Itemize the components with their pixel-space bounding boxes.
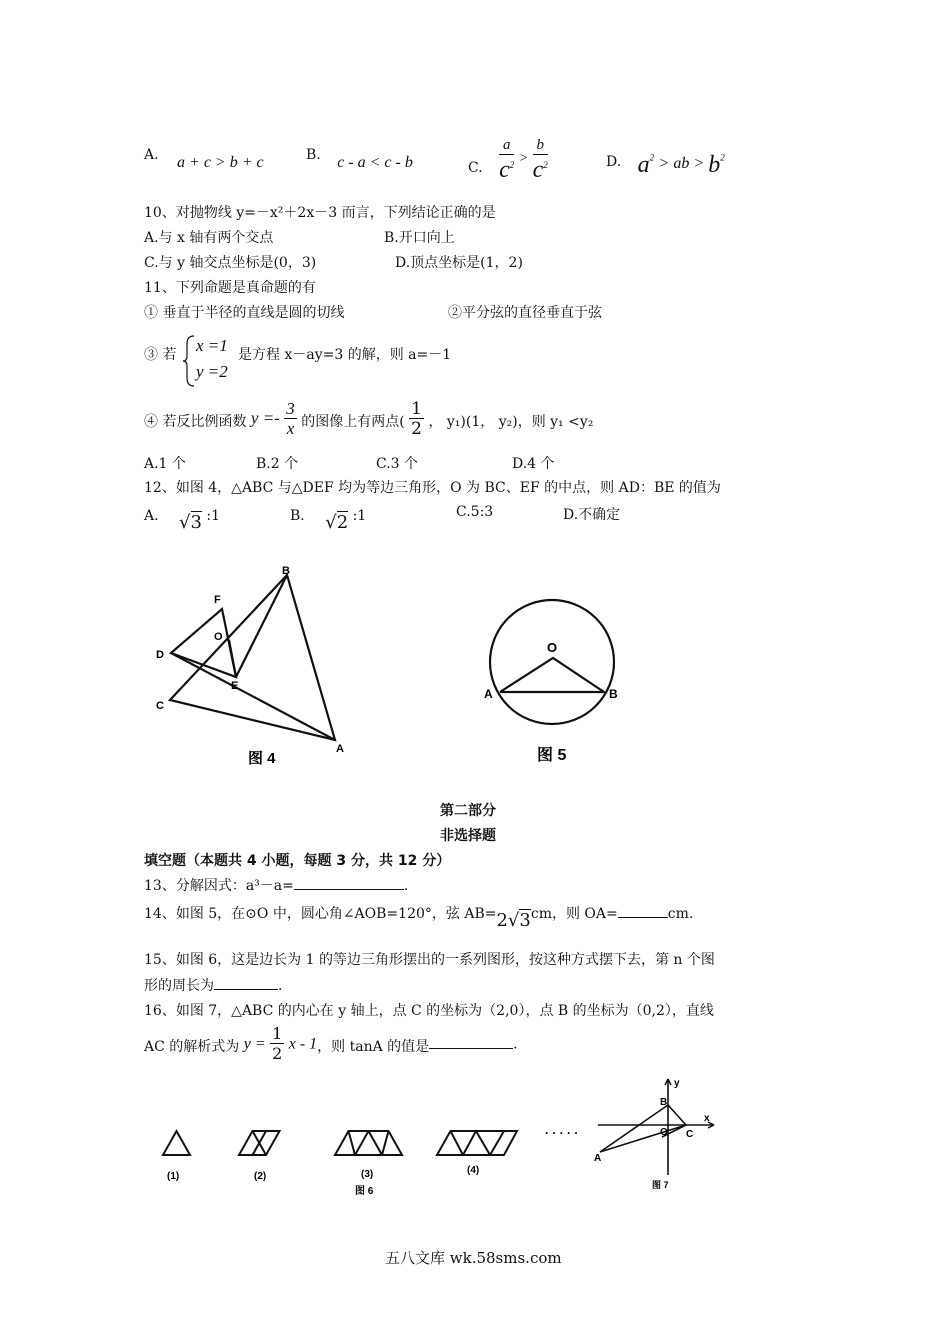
q11-statement-3-suffix: 是方程 x－ay=3 的解，则 a=－1 — [238, 347, 452, 363]
line-ac — [600, 1125, 686, 1152]
q11-stem: 11、下列命题是真命题的有 — [144, 280, 316, 296]
coefficient: 2 — [496, 910, 508, 931]
pattern-label-3: (3) — [361, 1169, 374, 1180]
question-text: 13、分解因式：a³－a= — [144, 878, 294, 894]
q11-option-c: C.3 个 — [376, 456, 419, 472]
question-end: . — [278, 978, 283, 994]
q10-option-d: D.顶点坐标是(1，2) — [395, 255, 523, 271]
section-heading: 填空题（本题共 4 小题，每题 3 分，共 12 分） — [144, 853, 451, 869]
q11-statement-4 — [144, 400, 593, 439]
circle-o — [490, 600, 614, 724]
q11-option-b: B.2 个 — [256, 456, 299, 472]
figure-7 — [590, 1075, 730, 1190]
q13 — [144, 875, 408, 895]
exponent: 2 — [543, 160, 548, 170]
option-letter: B. — [290, 508, 305, 524]
triangle-abc — [170, 575, 335, 740]
q12-option-d: D.不确定 — [563, 507, 621, 523]
statement-text: 的图像上有两点( — [301, 413, 405, 430]
brace-icon — [182, 334, 196, 388]
fraction-denominator: c — [499, 157, 510, 183]
figure-caption: 图 4 — [248, 750, 276, 767]
pattern-label-1: (1) — [167, 1171, 180, 1182]
part-title: 第二部分 — [440, 803, 496, 819]
triangle-aob — [500, 658, 604, 692]
point-label-c: C — [686, 1129, 694, 1140]
question-text: ，则 tanA 的值是 — [317, 1038, 430, 1055]
statement-text: ， y₁)(1， y₂)，则 y₁ <y₂ — [428, 413, 594, 430]
system-equation-2: y =2 — [196, 362, 228, 381]
point-label-o: O — [660, 1127, 668, 1138]
figure-caption: 图 7 — [652, 1180, 669, 1190]
option-expr: c - a < c - b — [337, 154, 413, 171]
question-end: . — [403, 878, 409, 894]
point-label-d: D — [156, 649, 164, 661]
statement-text: ④ 若反比例函数 — [144, 413, 247, 430]
inequality-chain: > ab > — [658, 155, 709, 172]
axis-label-x: x — [704, 1113, 710, 1124]
option-expr: a + c > b + c — [177, 154, 264, 171]
q12-option-a — [144, 504, 221, 533]
fraction-numerator: 1 — [411, 399, 422, 419]
q10-stem: 10、对抛物线 y=－x²＋2x－3 而言，下列结论正确的是 — [144, 205, 496, 221]
fraction-numerator: a — [499, 136, 514, 155]
exponent: 2 — [649, 152, 655, 163]
q11-statement-2: ②平分弦的直径垂直于弦 — [448, 305, 602, 321]
linear-term: x - 1 — [288, 1035, 318, 1053]
point-label-b: B — [660, 1097, 668, 1108]
q16-line-2 — [144, 1025, 518, 1064]
segment-ad — [171, 653, 335, 740]
q10-option-a: A.与 x 轴有两个交点 — [144, 230, 274, 246]
q14 — [144, 902, 694, 931]
q9-option-b — [306, 146, 413, 171]
triangle-def — [171, 609, 236, 677]
point-label-f: F — [214, 594, 221, 606]
q15-line-2 — [144, 975, 282, 995]
function-y: y = — [243, 1035, 266, 1053]
part-subtitle: 非选择题 — [440, 828, 496, 844]
sqrt-icon: √ — [179, 512, 191, 533]
pattern-label-2: (2) — [254, 1171, 267, 1182]
pattern-3 — [335, 1131, 402, 1155]
point-label-o: O — [214, 631, 223, 643]
q12-option-b — [290, 504, 367, 533]
question-text: AC 的解析式为 — [144, 1038, 240, 1055]
q12-option-c: C.5:3 — [456, 504, 494, 520]
point-label-b: B — [282, 565, 290, 577]
system-equation-1: x =1 — [196, 336, 228, 355]
q9-option-a — [144, 146, 264, 171]
figure-6 — [155, 1105, 605, 1200]
base-a: a — [637, 152, 650, 178]
fraction-denominator: 2 — [272, 1044, 283, 1063]
option-ratio: :1 — [206, 508, 221, 524]
question-end: cm. — [667, 906, 694, 922]
pattern-label-4: (4) — [467, 1165, 480, 1176]
exponent: 2 — [509, 160, 515, 170]
option-letter: A. — [144, 147, 159, 163]
q12-stem: 12、如图 4，△ABC 与△DEF 均为等边三角形，O 为 BC、EF 的中点，则 AD：BE 的值为 — [144, 480, 721, 496]
figure-5 — [475, 586, 625, 770]
point-label-a: A — [594, 1153, 602, 1164]
pattern-1 — [163, 1131, 190, 1155]
point-label-a: A — [336, 743, 344, 755]
segment-be — [236, 575, 287, 677]
line-ab — [600, 1105, 668, 1152]
fraction-numerator: b — [533, 136, 548, 155]
ellipsis: · · · · · — [545, 1126, 579, 1140]
figure-caption: 图 5 — [537, 747, 567, 764]
fraction-denominator: c — [532, 157, 544, 183]
point-label-o: O — [547, 640, 558, 655]
question-end: . — [513, 1036, 518, 1053]
figure-caption: 图 6 — [355, 1186, 374, 1197]
sqrt-icon: √ — [325, 512, 337, 533]
answer-blank[interactable] — [214, 989, 278, 990]
sqrt-icon: √ — [507, 910, 520, 931]
option-letter: B. — [306, 147, 321, 163]
question-text: cm，则 OA= — [530, 906, 618, 922]
point-label-c: C — [156, 700, 164, 712]
option-letter: C. — [468, 160, 483, 176]
line-bc — [668, 1105, 686, 1125]
radicand: 3 — [519, 910, 531, 931]
answer-blank[interactable] — [429, 1048, 513, 1049]
option-letter: D. — [606, 154, 622, 170]
q10-option-b: B.开口向上 — [384, 230, 455, 246]
q11-statement-1: ① 垂直于半径的直线是圆的切线 — [144, 305, 345, 321]
answer-blank[interactable] — [618, 917, 668, 918]
q11-statement-3-prefix: ③ 若 — [144, 347, 177, 363]
exponent: 2 — [720, 152, 725, 163]
q10-option-c: C.与 y 轴交点坐标是(0，3) — [144, 255, 317, 271]
radicand: 2 — [336, 512, 349, 533]
q11-option-a: A.1 个 — [144, 456, 186, 472]
q9-option-d — [606, 146, 725, 178]
q16-line-1: 16、如图 7，△ABC 的内心在 y 轴上，点 C 的坐标为（2,0），点 B 的坐标为（0,2），直线 — [144, 1003, 714, 1019]
point-label-e: E — [231, 680, 239, 692]
question-text: 形的周长为 — [144, 978, 214, 994]
radicand: 3 — [190, 512, 202, 533]
q9-option-c — [468, 136, 548, 183]
fraction-numerator: 3 — [286, 399, 295, 418]
function-y: y =- — [250, 408, 280, 428]
answer-blank[interactable] — [294, 889, 404, 890]
point-label-a: A — [484, 687, 493, 701]
option-letter: A. — [144, 508, 159, 524]
fraction-denominator: 2 — [411, 419, 422, 439]
figure-4 — [140, 556, 370, 776]
point-label-b: B — [609, 687, 618, 701]
comparison-operator: > — [518, 151, 529, 166]
axis-label-y: y — [674, 1078, 680, 1089]
base-b: b — [708, 152, 721, 178]
footer-watermark: 五八文库 wk.58sms.com — [385, 1249, 562, 1267]
question-text: 14、如图 5，在⊙O 中，圆心角∠AOB=120°，弦 AB= — [144, 906, 497, 922]
fraction-numerator: 1 — [272, 1024, 283, 1043]
q11-option-d: D.4 个 — [512, 456, 555, 472]
option-ratio: :1 — [352, 508, 367, 524]
q15-line-1: 15、如图 6，这是边长为 1 的等边三角形摆出的一系列图形，按这种方式摆下去，第 n 个图 — [144, 952, 715, 968]
fraction-denominator: x — [286, 419, 295, 438]
